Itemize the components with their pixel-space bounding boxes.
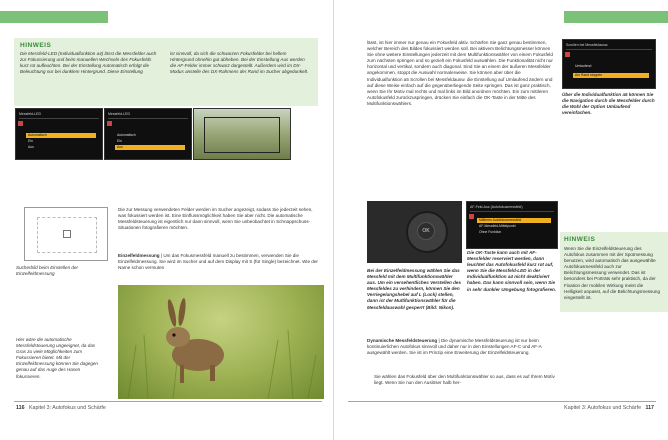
page-number: 117 xyxy=(645,405,654,411)
right-page xyxy=(334,0,668,440)
caption-camera: Bei der Einzelfeldmessung wählen Sie das Messfeld mit dem Multifunktionswähler aus. Um ein versehentliches Verstellen des Messfeldes zu verhindern, können Sie den Verriegelungshebel auf L (Lock) stellen, dann ist der Multifunktionswähler für die Messfeldauswahl gesperrt (Bild: Nikon). xyxy=(367,268,462,310)
menu-screenshot-aus xyxy=(104,108,192,160)
hare-photo xyxy=(118,285,324,399)
menu-item-automatisch: Automatisch xyxy=(26,133,96,138)
section-dynamic-body2: Sie wählen das Fokusfeld über den Multifunktionswähler so aus, dass es auf Ihrem Motiv liegt. Wenn Sie nun den Auslöser halb her- xyxy=(374,374,555,386)
footer-chapter: Kapitel 3: Autofokus und Schärfe xyxy=(28,405,106,411)
chapter-tab xyxy=(564,11,668,23)
menu-title: Messfeld-LED xyxy=(19,112,99,119)
note-text-col2: ist sinnvoll, da sich die schwarzen Fokusfelder bei hellem Hintergrund ohnehin gut abheben. Bei der Einstellung Aus werden die AF-Felder immer schwarz dargestellt. Außerdem wird im DX-Modus anstelle des DX-Rahmens der Rand im Sucher abgedunkelt. xyxy=(170,51,309,75)
section-dynamic xyxy=(367,338,557,356)
af-point xyxy=(63,230,71,238)
menu-title: AF-Feld-Aus (Autofokusmessfeld) xyxy=(470,205,554,212)
body-text-2 xyxy=(118,253,322,271)
viewfinder-diagram xyxy=(24,207,108,261)
term-einzelfeldmessung: Einzelfeldmessung xyxy=(118,253,160,258)
caption-ok-button: Die OK-Taste kann auch mit AF-Messfelder reserviert werden, dann leuchtet das Autofokusfeld kurz rot auf, wenn Sie die Messfeld-LED in der Individualfunktion a4 nicht deaktiviert haben. Das kann sinnvoll sein, wenn Sie in sehr dunkler Umgebung fotografieren. xyxy=(467,250,557,292)
menu-screenshot-ok xyxy=(466,201,558,249)
caption-viewfinder: Sucherbild beim Einstellen der Einzelfeldmessung xyxy=(16,265,79,277)
menu-title: Messfeld-LED xyxy=(108,112,188,119)
menu-item-ein: Ein xyxy=(28,139,33,143)
menu-item-aus: Aus xyxy=(115,145,185,150)
chapter-tab xyxy=(0,11,108,23)
menu-item-umlaufend: Umlaufend xyxy=(575,64,592,68)
hint-heading: HINWEIS xyxy=(564,236,596,243)
menu-item-mittelpunkt: AF-Messfeld-Mittelpunkt xyxy=(479,224,516,228)
note-text-col1: Die Messfeld-LED (Individualfunktion a4) lässt die Messfelder auch zur Fokussierung und beim manuellen Wechseln des Fokusfelds kurz rot aufleuchten. Bei der Einstellung Automatisch erfolgt die Beleuchtung nur bei dunklem Hintergrund. Diese Einstellung xyxy=(20,51,157,75)
term-dynamische-messfeldsteuerung: Dynamische Messfeldsteuerung xyxy=(367,338,438,343)
body-text-1: Die zur Messung verwendeten Felder werden im Sucher angezeigt, sodass Sie jederzeit sehen, was fokussiert werden ist. Eine Einflussmöglichkeit haben Sie aber nicht. Die automatische Messfeldsteuerung ist eigentlich nur dann sinnvoll, wenn Sie unbeobachtet in Schnappschuss-Situationen fotografieren möchten. xyxy=(118,207,313,231)
page-number: 116 xyxy=(16,405,25,411)
footer-rule xyxy=(14,401,322,402)
menu-item-automatisch: Automatisch xyxy=(117,133,136,137)
grass xyxy=(128,330,316,399)
menu-item-aus: Aus xyxy=(28,145,34,149)
hare-figure xyxy=(166,298,224,383)
hint-text: Wenn Sie die Einzelfeldsteuerung des Autofokus zusammen mit der Spotmessung benutzen, wird automatisch das ausgewählte Autofokusmessfeld auch zur Belichtungsmessung verwendet. Das ist besonders bei Porträts sehr praktisch, da der Fixation der mobilen Wirkung meist die Helligkeit anpasst, auf die Belichtungsmessung eingestellt ist. xyxy=(564,246,661,300)
menu-item-mittleres: Mittleres Autofokusmessfeld xyxy=(477,218,551,223)
menu-item-am-rand-stoppen: Am Rand stoppen xyxy=(573,73,649,78)
footer-chapter: Kapitel 3: Autofokus und Schärfe xyxy=(564,405,642,411)
caption-hare: Hier wäre die automatische Messfeldsteuerung ungeeignet, da das Gras zu viele Möglichkeiten zum Fokussieren bietet. Mit der Einzelfeldmessung können Sie dagegen genau auf das Auge des Hasen fokussieren. xyxy=(16,337,98,379)
menu-tab-icon xyxy=(565,52,570,57)
menu-screenshot-auto xyxy=(15,108,103,160)
footer-left xyxy=(16,405,106,411)
menu-tab-icon xyxy=(469,214,474,219)
footer-rule xyxy=(348,401,656,402)
menu-tab-icon xyxy=(18,121,23,126)
body-text-right: lässt, ist hier immer nur genau ein Fokusfeld aktiv. Schärfen Sie ganz genau bestimmen, welcher Bereich des Bildes fokussiert werden soll. Bei aktivem Belichtungsmesser können Sie ohne weitere Einstellungen jederzeit mit dem Multifunktionswähler von einem Fokusfeld zum nächsten springen und so gezielt ein Fokusfeld auswählen. Die Funktionalität nicht nur horizontal und vertikal, sondern auch diagonal. Sind Sie an einem der äußeren Messfelder angekommen, stoppt die Auswahl normalerweise. Sie können aber über die Individualfunktion a5 Scrollen bei Messfeldausw. die Einstellung auf Umlaufend ändern und auf diese Weise einfach auf die gegenüberliegende Seite springen. Das ist ganz praktisch, wenn Sie Ihr Motiv mal rechts und mal links im Bild anordnen möchten. Ein zum mittleren Autofokusfeld zurückzuspringen, drücken Sie einfach die OK-Taste in der Mitte des Multifunktionswählers. xyxy=(367,40,553,106)
viewfinder-photo xyxy=(193,108,291,160)
note-heading: HINWEIS xyxy=(20,42,52,49)
section-dynamic-body: | Die dynamische Messfeldsteuerung ist nur beim kontinuierlichen Autofokus sinnvoll und daher nur in den Einstellungen AF-C und AF-A ausgewählt werden. Sie ist im Prinzip eine Erweiterung der Einzelfeldsteuerung. xyxy=(367,338,542,356)
menu-tab-icon xyxy=(107,121,112,126)
body-text-2-rest: | Um das Fokusmessfeld manuell zu bestimmen, verwenden Sie die Einzelfeldmessung. Sie wird im Sucher und auf dem Display mit S (für Single) bezeichnet. Wie der Name schon vermuten xyxy=(118,253,318,271)
ok-button-label: OK xyxy=(417,222,435,240)
menu-item-ein: Ein xyxy=(117,139,122,143)
menu-item-ohne-funktion: Ohne Funktion xyxy=(479,230,502,234)
caption-scroll-menu: Über die Individualfunktion a5 können Sie die Navigation durch die Messfelder durch die Wahl der Option Umlaufend vereinfachen. xyxy=(562,92,655,116)
menu-screenshot-scroll xyxy=(562,39,656,89)
menu-title: Scrollen bei Messfeldausw. xyxy=(566,43,652,50)
footer-right xyxy=(564,405,654,411)
